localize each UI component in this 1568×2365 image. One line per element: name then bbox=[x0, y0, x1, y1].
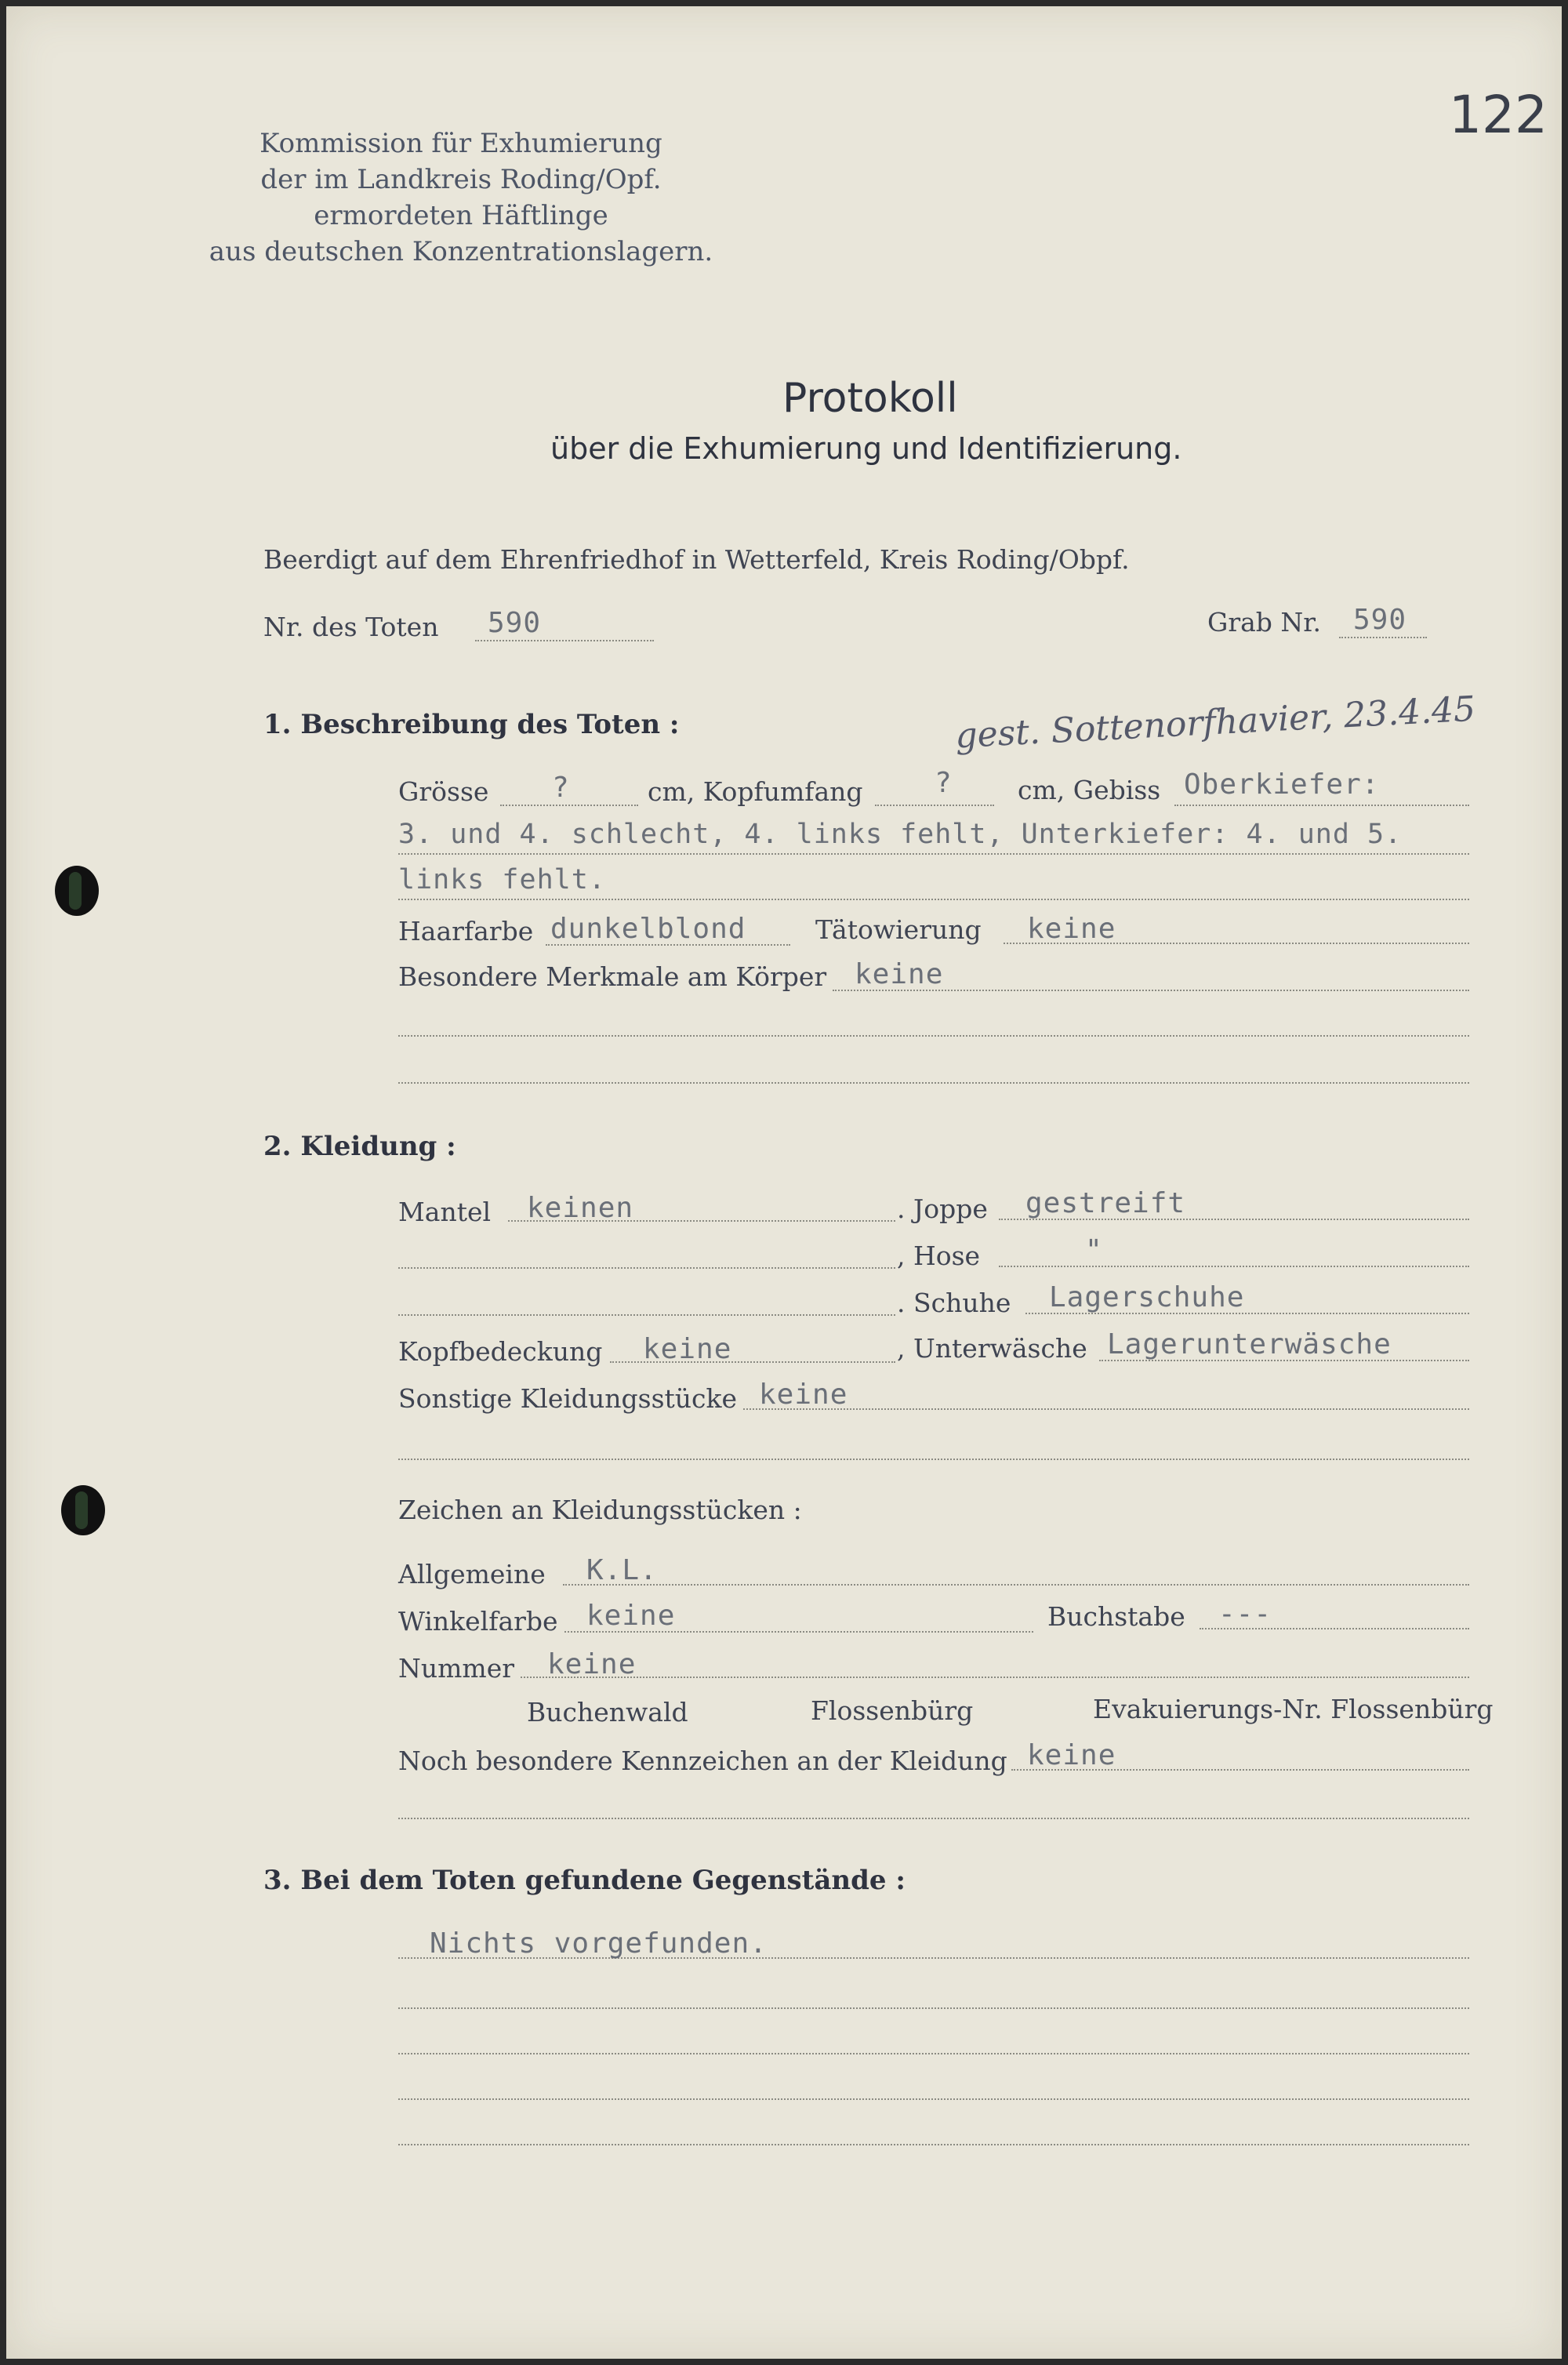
kopfumfang-label: cm, Kopfumfang bbox=[648, 776, 863, 807]
noch-value: keine bbox=[1027, 1739, 1116, 1771]
grab-label: Grab Nr. bbox=[1207, 607, 1321, 638]
document-subtitle: über die Exhumierung und Identifizierung. bbox=[550, 431, 1182, 466]
noch-label: Noch besondere Kennzeichen an der Kleidung bbox=[398, 1746, 1007, 1776]
punch-hole bbox=[61, 1485, 105, 1535]
institution-line: aus deutschen Konzentrationslagern. bbox=[209, 236, 713, 267]
schuhe-label: . Schuhe bbox=[897, 1288, 1011, 1318]
unterwaesche-value: Lagerunterwäsche bbox=[1107, 1328, 1392, 1361]
joppe-label: . Joppe bbox=[897, 1193, 988, 1224]
gebiss-value: Oberkiefer: bbox=[1184, 768, 1380, 801]
buchstabe-label: Buchstabe bbox=[1047, 1601, 1185, 1632]
groesse-value: ? bbox=[552, 772, 570, 804]
zeichen-label: Zeichen an Kleidungsstücken : bbox=[398, 1495, 802, 1525]
burial-location: Beerdigt auf dem Ehrenfriedhof in Wetterfeld, Kreis Roding/Obpf. bbox=[263, 544, 1130, 575]
nr-value: 590 bbox=[488, 607, 542, 639]
punch-hole bbox=[55, 866, 99, 916]
taetowierung-label: Tätowierung bbox=[815, 914, 982, 945]
page-number: 122 bbox=[1449, 85, 1548, 145]
groesse-label: Grösse bbox=[398, 776, 489, 807]
gebiss-line2: 3. und 4. schlecht, 4. links fehlt, Unterkiefer: 4. und 5. bbox=[398, 819, 1403, 850]
taetowierung-value: keine bbox=[1027, 913, 1116, 945]
nummer-label: Nummer bbox=[398, 1653, 515, 1684]
buchstabe-value: --- bbox=[1218, 1598, 1272, 1630]
grab-value: 590 bbox=[1353, 604, 1407, 636]
section1-title: 1. Beschreibung des Toten : bbox=[263, 709, 680, 740]
nr-label: Nr. des Toten bbox=[263, 612, 439, 642]
gebiss-label: cm, Gebiss bbox=[1018, 775, 1161, 805]
haarfarbe-label: Haarfarbe bbox=[398, 916, 534, 946]
section3-value: Nichts vorgefunden. bbox=[430, 1927, 768, 1960]
nummer-value: keine bbox=[547, 1648, 637, 1680]
sonstige-label: Sonstige Kleidungsstücke bbox=[398, 1383, 738, 1414]
hose-label: , Hose bbox=[897, 1241, 981, 1271]
camp-buchenwald: Buchenwald bbox=[527, 1697, 688, 1727]
winkelfarbe-label: Winkelfarbe bbox=[398, 1606, 558, 1637]
document-page bbox=[6, 6, 1562, 2359]
gebiss-line3: links fehlt. bbox=[398, 864, 606, 896]
haarfarbe-value: dunkelblond bbox=[550, 913, 746, 945]
allgemeine-value: K.L. bbox=[586, 1554, 658, 1586]
institution-line: Kommission für Exhumierung bbox=[260, 128, 662, 159]
institution-line: ermordeten Häftlinge bbox=[314, 200, 608, 231]
mantel-value: keinen bbox=[527, 1192, 634, 1224]
merkmale-value: keine bbox=[855, 958, 944, 990]
kopfbedeckung-label: Kopfbedeckung bbox=[398, 1336, 603, 1367]
hose-value: " bbox=[1085, 1234, 1103, 1266]
institution-line: der im Landkreis Roding/Opf. bbox=[260, 164, 662, 195]
merkmale-label: Besondere Merkmale am Körper bbox=[398, 961, 827, 992]
section3-title: 3. Bei dem Toten gefundene Gegenstände : bbox=[263, 1865, 906, 1896]
winkelfarbe-value: keine bbox=[586, 1600, 676, 1632]
sonstige-value: keine bbox=[759, 1379, 848, 1411]
evakuierungs-nr: Evakuierungs-Nr. Flossenbürg bbox=[1093, 1694, 1494, 1724]
mantel-label: Mantel bbox=[398, 1197, 492, 1227]
camp-flossenbuerg: Flossenbürg bbox=[811, 1695, 974, 1726]
kopfumfang-value: ? bbox=[935, 767, 953, 799]
document-title: Protokoll bbox=[782, 375, 958, 422]
handwritten-note: gest. Sottenorfhavier, 23.4.45 bbox=[954, 688, 1477, 757]
kopfbedeckung-value: keine bbox=[643, 1333, 732, 1365]
section2-title: 2. Kleidung : bbox=[263, 1131, 456, 1162]
unterwaesche-label: , Unterwäsche bbox=[897, 1333, 1087, 1364]
allgemeine-label: Allgemeine bbox=[398, 1559, 546, 1589]
schuhe-value: Lagerschuhe bbox=[1049, 1281, 1245, 1313]
joppe-value: gestreift bbox=[1025, 1187, 1186, 1219]
